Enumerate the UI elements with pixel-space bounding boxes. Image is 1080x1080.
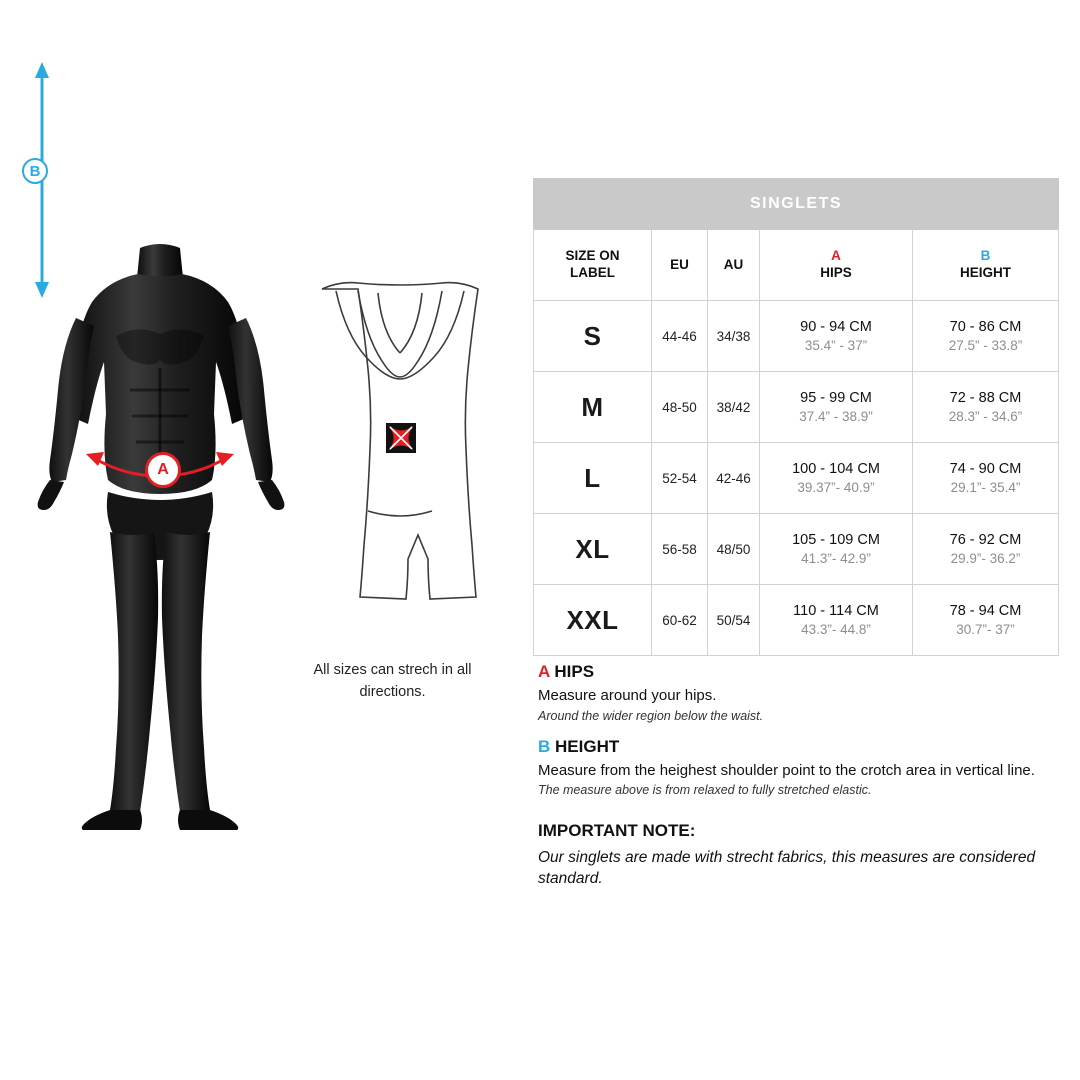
header-hips <box>760 230 913 301</box>
header-au: AU <box>708 230 760 301</box>
header-hips-label: HIPS <box>820 265 852 280</box>
cell-au: 50/54 <box>708 585 760 656</box>
table-row <box>534 301 1059 372</box>
legend-a-main: Measure around your hips. <box>538 687 717 704</box>
cell-height <box>913 443 1059 514</box>
cell-height <box>913 514 1059 585</box>
cell-size: L <box>534 443 652 514</box>
legend-b-main: Measure from the heighest shoulder point to the crotch area in vertical line. <box>538 761 1035 779</box>
cell-size: S <box>534 301 652 372</box>
cell-height <box>913 372 1059 443</box>
mannequin-svg <box>20 240 300 830</box>
size-chart-table <box>533 178 1059 656</box>
cell-eu: 44-46 <box>652 301 708 372</box>
header-size-line2: LABEL <box>570 265 615 280</box>
cell-size: XXL <box>534 585 652 656</box>
cell-hips-cm: 90 - 94 CM <box>800 319 872 335</box>
cell-size: M <box>534 372 652 443</box>
cell-height-cm: 74 - 90 CM <box>949 461 1022 477</box>
cell-hips-in: 43.3”- 44.8” <box>801 622 871 637</box>
header-hips-letter: A <box>831 248 841 264</box>
singlet-svg <box>300 275 500 645</box>
cell-height-in: 27.5” - 33.8” <box>948 338 1023 353</box>
header-height-label: HEIGHT <box>960 265 1012 280</box>
cell-au: 34/38 <box>708 301 760 372</box>
cell-eu: 56-58 <box>652 514 708 585</box>
cell-hips-in: 35.4” - 37” <box>804 338 868 353</box>
cell-size: XL <box>534 514 652 585</box>
logo-patch <box>386 423 416 453</box>
legend-b-title: HEIGHT <box>555 736 620 756</box>
legend-a-heading <box>538 662 1053 682</box>
badge-b: B <box>22 158 48 184</box>
legend-b-sub: The measure above is from relaxed to fully stretched elastic. <box>538 783 872 797</box>
cell-height-cm: 78 - 94 CM <box>949 603 1022 619</box>
cell-height-in: 29.1”- 35.4” <box>950 480 1021 495</box>
cell-height <box>913 585 1059 656</box>
cell-au: 42-46 <box>708 443 760 514</box>
cell-au: 38/42 <box>708 372 760 443</box>
legend-a-letter: A <box>538 662 550 681</box>
important-note-title: IMPORTANT NOTE: <box>538 821 696 840</box>
table-row <box>534 443 1059 514</box>
cell-hips <box>760 301 913 372</box>
table-header-row <box>534 230 1059 301</box>
stretch-note: All sizes can strech in all directions. <box>313 662 472 700</box>
cell-hips-cm: 100 - 104 CM <box>792 461 880 477</box>
mannequin-figure <box>20 240 300 830</box>
header-size-on-label <box>534 230 652 301</box>
cell-au: 48/50 <box>708 514 760 585</box>
legend-b-heading <box>538 737 1053 757</box>
size-chart-panel <box>533 178 1058 656</box>
cell-hips <box>760 514 913 585</box>
cell-height-cm: 76 - 92 CM <box>949 532 1022 548</box>
cell-hips-cm: 105 - 109 CM <box>792 532 880 548</box>
header-eu: EU <box>652 230 708 301</box>
cell-hips <box>760 585 913 656</box>
cell-height-cm: 70 - 86 CM <box>949 319 1022 335</box>
table-title: SINGLETS <box>534 179 1059 230</box>
legend-a-title: HIPS <box>554 662 595 681</box>
cell-height-cm: 72 - 88 CM <box>949 390 1022 406</box>
singlet-line-drawing <box>300 275 500 645</box>
cell-height-in: 29.9”- 36.2” <box>950 551 1021 566</box>
legend-a-sub: Around the wider region below the waist. <box>538 708 764 723</box>
cell-hips-cm: 95 - 99 CM <box>800 390 872 406</box>
cell-hips-in: 39.37”- 40.9” <box>797 480 875 495</box>
header-height <box>913 230 1059 301</box>
measurement-notes <box>538 648 1053 890</box>
cell-hips-in: 41.3”- 42.9” <box>801 551 871 566</box>
cell-eu: 60-62 <box>652 585 708 656</box>
illustration-panel <box>0 0 520 1080</box>
badge-a: A <box>145 452 181 488</box>
header-size-line1: SIZE ON <box>565 248 620 264</box>
legend-b-letter: B <box>538 736 551 756</box>
cell-eu: 48-50 <box>652 372 708 443</box>
cell-hips-cm: 110 - 114 CM <box>793 603 879 619</box>
cell-height-in: 28.3” - 34.6” <box>948 409 1023 424</box>
table-row <box>534 514 1059 585</box>
cell-eu: 52-54 <box>652 443 708 514</box>
cell-height <box>913 301 1059 372</box>
cell-height-in: 30.7”- 37” <box>956 622 1015 637</box>
cell-hips <box>760 372 913 443</box>
header-height-letter: B <box>980 248 991 264</box>
table-row <box>534 372 1059 443</box>
cell-hips-in: 37.4” - 38.9” <box>799 409 873 424</box>
important-note-body: Our singlets are made with strecht fabrics, this measures are considered standard. <box>538 849 1036 887</box>
cell-hips <box>760 443 913 514</box>
table-row <box>534 585 1059 656</box>
table-title-row <box>534 179 1059 230</box>
